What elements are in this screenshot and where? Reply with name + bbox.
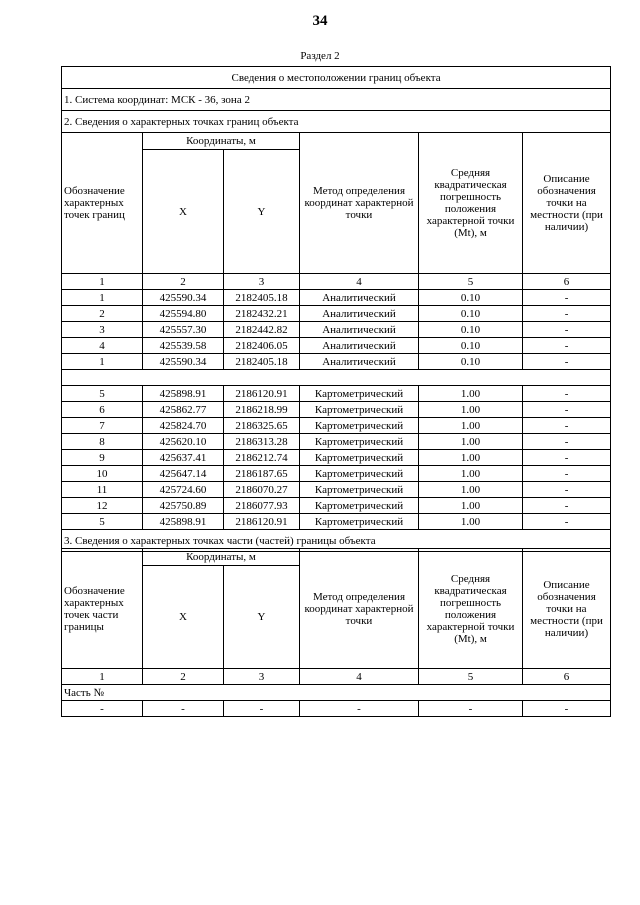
table-cell: 1.00 bbox=[419, 514, 523, 530]
table-cell: Аналитический bbox=[300, 306, 419, 322]
table-row bbox=[62, 354, 611, 370]
table-cell: 425824.70 bbox=[143, 418, 224, 434]
boundary-table bbox=[61, 66, 611, 552]
table-cell: 7 bbox=[62, 418, 143, 434]
table-cell: 5 bbox=[62, 514, 143, 530]
table-cell: 2186218.99 bbox=[224, 402, 300, 418]
page-number: 34 bbox=[312, 13, 328, 29]
table-cell: 1.00 bbox=[419, 466, 523, 482]
col-number: 3 bbox=[224, 274, 300, 290]
x-header: X bbox=[143, 150, 224, 274]
table-cell: 425898.91 bbox=[143, 514, 224, 530]
table-cell: 1.00 bbox=[419, 482, 523, 498]
table-cell: 425724.60 bbox=[143, 482, 224, 498]
table-cell: 1.00 bbox=[419, 386, 523, 402]
col-number: 1 bbox=[62, 669, 143, 685]
table-cell: 11 bbox=[62, 482, 143, 498]
part-x-header: X bbox=[143, 566, 224, 669]
table-cell: - bbox=[523, 354, 611, 370]
table-cell: - bbox=[300, 701, 419, 717]
col-number: 5 bbox=[419, 669, 523, 685]
table-cell: 425862.77 bbox=[143, 402, 224, 418]
table-cell: 2186212.74 bbox=[224, 450, 300, 466]
table-cell: 425557.30 bbox=[143, 322, 224, 338]
table-cell: Картометрический bbox=[300, 434, 419, 450]
table-cell: Картометрический bbox=[300, 386, 419, 402]
table-cell: - bbox=[523, 514, 611, 530]
table-row bbox=[62, 466, 611, 482]
table-cell: 425590.34 bbox=[143, 354, 224, 370]
table-cell: - bbox=[523, 402, 611, 418]
table-cell: Картометрический bbox=[300, 418, 419, 434]
description-header: Описание обозначения точки на местности (при наличии) bbox=[523, 133, 611, 274]
coordinate-system: 1. Система координат: МСК - 36, зона 2 bbox=[62, 89, 611, 111]
table-cell: 2 bbox=[62, 306, 143, 322]
table-cell: 1.00 bbox=[419, 434, 523, 450]
table-cell: 1.00 bbox=[419, 450, 523, 466]
table-cell: - bbox=[523, 386, 611, 402]
table-cell: 10 bbox=[62, 466, 143, 482]
table-cell: Аналитический bbox=[300, 290, 419, 306]
table-cell: 0.10 bbox=[419, 338, 523, 354]
table-cell: - bbox=[523, 434, 611, 450]
table-row bbox=[62, 434, 611, 450]
table-row bbox=[62, 306, 611, 322]
table-cell: 425620.10 bbox=[143, 434, 224, 450]
col-number: 6 bbox=[523, 669, 611, 685]
table-cell: 425590.34 bbox=[143, 290, 224, 306]
table-row bbox=[62, 322, 611, 338]
table-cell: 2182442.82 bbox=[224, 322, 300, 338]
contour-separator-row bbox=[62, 370, 611, 386]
method-header: Метод определения координат характерной точки bbox=[300, 133, 419, 274]
table-cell: - bbox=[523, 701, 611, 717]
table-cell: 2186070.27 bbox=[224, 482, 300, 498]
table-cell: 425898.91 bbox=[143, 386, 224, 402]
col-number: 4 bbox=[300, 669, 419, 685]
table-row bbox=[62, 386, 611, 402]
table-cell: 6 bbox=[62, 402, 143, 418]
table-cell: Картометрический bbox=[300, 466, 419, 482]
table-title: Сведения о местоположении границ объекта bbox=[62, 67, 611, 89]
part-column-number-row bbox=[62, 669, 611, 685]
table-row bbox=[62, 498, 611, 514]
table-cell: - bbox=[523, 418, 611, 434]
table-cell: - bbox=[143, 701, 224, 717]
table-cell: - bbox=[523, 338, 611, 354]
col-number: 2 bbox=[143, 274, 224, 290]
error-header: Средняя квадратическая погрешность положения характерной точки (Mt), м bbox=[419, 133, 523, 274]
col-number: 3 bbox=[224, 669, 300, 685]
table-cell: 12 bbox=[62, 498, 143, 514]
table-cell: 2186077.93 bbox=[224, 498, 300, 514]
table-cell: 3 bbox=[62, 322, 143, 338]
table-cell: Картометрический bbox=[300, 514, 419, 530]
column-number-row bbox=[62, 274, 611, 290]
table-cell: - bbox=[62, 701, 143, 717]
characteristic-points-heading: 2. Сведения о характерных точках границ объекта bbox=[62, 111, 611, 133]
table-row bbox=[62, 482, 611, 498]
table-cell: 0.10 bbox=[419, 290, 523, 306]
table-row bbox=[62, 290, 611, 306]
table-cell: 0.10 bbox=[419, 354, 523, 370]
table-cell: 2186187.65 bbox=[224, 466, 300, 482]
table-cell: Картометрический bbox=[300, 482, 419, 498]
part-boundary-table bbox=[61, 548, 611, 717]
table-cell: 4 bbox=[62, 338, 143, 354]
table-cell: 0.10 bbox=[419, 322, 523, 338]
table-cell: 0.10 bbox=[419, 306, 523, 322]
col-number: 5 bbox=[419, 274, 523, 290]
table-row bbox=[62, 402, 611, 418]
table-cell: 1 bbox=[62, 354, 143, 370]
part-description-header: Описание обозначения точки на местности (при наличии) bbox=[523, 549, 611, 669]
table-cell: 2182432.21 bbox=[224, 306, 300, 322]
table-cell: - bbox=[523, 466, 611, 482]
coordinates-header: Координаты, м bbox=[143, 133, 300, 150]
table-cell: Картометрический bbox=[300, 402, 419, 418]
table-cell: - bbox=[224, 701, 300, 717]
table-cell: 2186120.91 bbox=[224, 386, 300, 402]
part-points-heading: 3. Сведения о характерных точках части (частей) границы объекта bbox=[62, 530, 611, 552]
section-title: Раздел 2 bbox=[300, 50, 340, 62]
table-cell: - bbox=[523, 290, 611, 306]
part-point-designation-header: Обозначение характерных точек части границы bbox=[62, 549, 143, 669]
table-cell: 8 bbox=[62, 434, 143, 450]
col-number: 6 bbox=[523, 274, 611, 290]
table-cell: 5 bbox=[62, 386, 143, 402]
table-cell: 1.00 bbox=[419, 498, 523, 514]
table-cell: Аналитический bbox=[300, 338, 419, 354]
table-cell: Картометрический bbox=[300, 450, 419, 466]
table-cell: 425750.89 bbox=[143, 498, 224, 514]
table-cell: 9 bbox=[62, 450, 143, 466]
table-cell: - bbox=[523, 498, 611, 514]
point-designation-header: Обозначение характерных точек границ bbox=[62, 133, 143, 274]
table-cell: - bbox=[523, 322, 611, 338]
part-method-header: Метод определения координат характерной точки bbox=[300, 549, 419, 669]
table-cell: 2186325.65 bbox=[224, 418, 300, 434]
table-row bbox=[62, 418, 611, 434]
table-row bbox=[62, 450, 611, 466]
table-cell: Аналитический bbox=[300, 354, 419, 370]
table-cell: 425539.58 bbox=[143, 338, 224, 354]
table-cell: 1 bbox=[62, 290, 143, 306]
table-cell: 425637.41 bbox=[143, 450, 224, 466]
part-data-row bbox=[62, 701, 611, 717]
table-cell: 1.00 bbox=[419, 418, 523, 434]
table-cell: 2182406.05 bbox=[224, 338, 300, 354]
table-row bbox=[62, 514, 611, 530]
table-cell: 425647.14 bbox=[143, 466, 224, 482]
table-cell: Картометрический bbox=[300, 498, 419, 514]
table-cell: - bbox=[523, 306, 611, 322]
part-coordinates-header: Координаты, м bbox=[143, 549, 300, 566]
table-cell: - bbox=[523, 450, 611, 466]
y-header: Y bbox=[224, 150, 300, 274]
table-cell: 1.00 bbox=[419, 402, 523, 418]
part-number-label: Часть № bbox=[62, 685, 611, 701]
col-number: 1 bbox=[62, 274, 143, 290]
col-number: 4 bbox=[300, 274, 419, 290]
table-cell: 2182405.18 bbox=[224, 290, 300, 306]
table-row bbox=[62, 338, 611, 354]
part-error-header: Средняя квадратическая погрешность положения характерной точки (Mt), м bbox=[419, 549, 523, 669]
col-number: 2 bbox=[143, 669, 224, 685]
table-cell: Аналитический bbox=[300, 322, 419, 338]
table-cell: - bbox=[419, 701, 523, 717]
table-cell: 2186120.91 bbox=[224, 514, 300, 530]
table-cell: - bbox=[523, 482, 611, 498]
part-y-header: Y bbox=[224, 566, 300, 669]
table-cell: 2182405.18 bbox=[224, 354, 300, 370]
table-cell: 2186313.28 bbox=[224, 434, 300, 450]
table-cell: 425594.80 bbox=[143, 306, 224, 322]
